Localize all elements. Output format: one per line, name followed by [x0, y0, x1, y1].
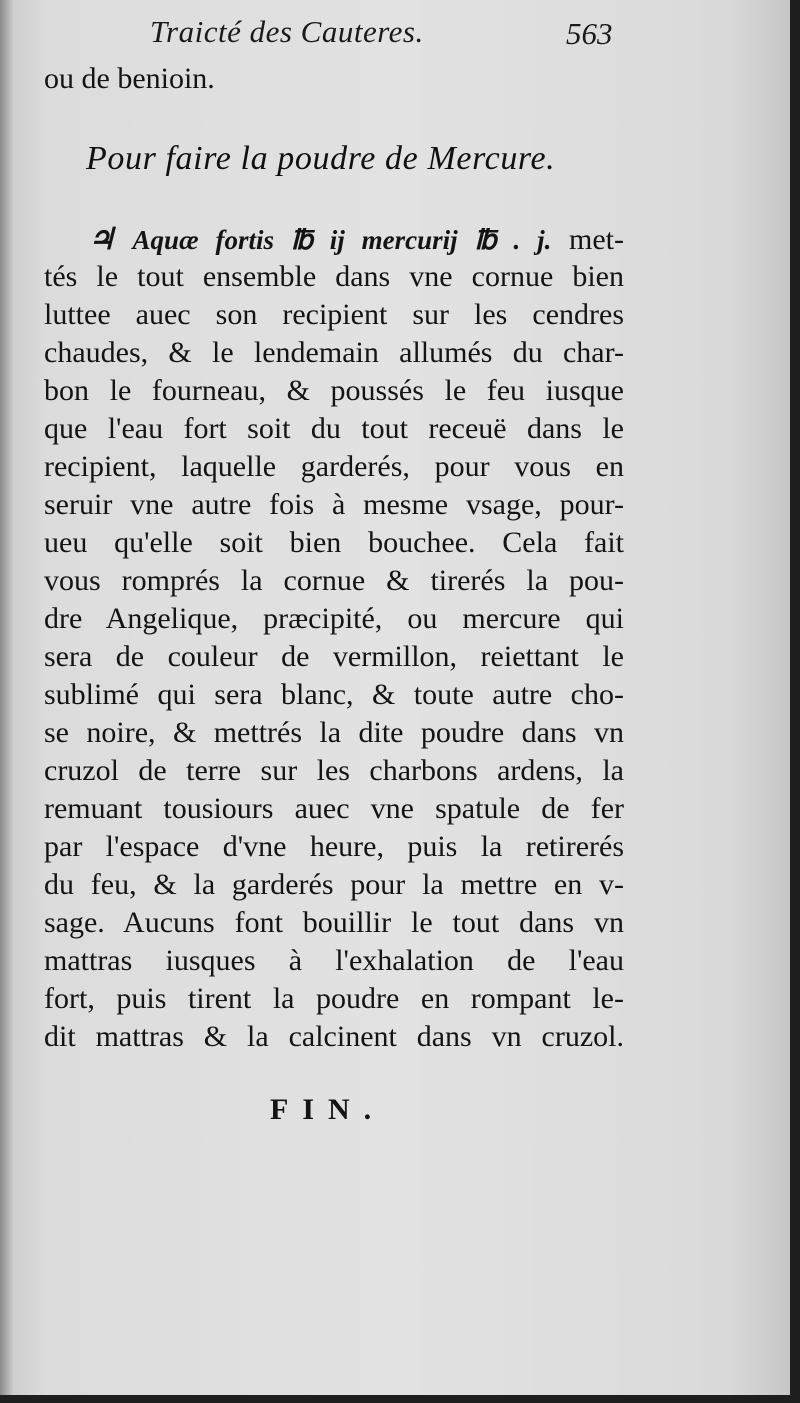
- body-line: dit mattras & la calcinent dans vn cruzol.: [44, 1020, 624, 1053]
- body-line: tés le tout ensemble dans vne cornue bien: [44, 260, 624, 293]
- body-line: mattras iusques à l'exhalation de l'eau: [44, 944, 624, 977]
- recipe-latin: Aquæ fortis ℔ ij mercurij ℔ . j.: [132, 225, 552, 255]
- body-line: par l'espace d'vne heure, puis la retirerés: [44, 830, 624, 863]
- fin-marker: FIN.: [270, 1093, 386, 1126]
- body-line: bon le fourneau, & poussés le feu iusque: [44, 374, 624, 407]
- page-number: 563: [566, 16, 613, 51]
- section-heading: Pour faire la poudre de Mercure.: [86, 140, 556, 177]
- body-line: fort, puis tirent la poudre en rompant le-: [44, 982, 624, 1015]
- body-line: sera de couleur de vermillon, reiettant le: [44, 640, 624, 673]
- body-line: seruir vne autre fois à mesme vsage, pour-: [44, 488, 624, 521]
- page-gutter-shadow: [0, 0, 14, 1395]
- body-line: sublimé qui sera blanc, & toute autre cho-: [44, 678, 624, 711]
- body-line: sage. Aucuns font bouillir le tout dans vn: [44, 906, 624, 939]
- body-line: ueu qu'elle soit bien bouchee. Cela fait: [44, 526, 624, 559]
- body-line: du feu, & la garderés pour la mettre en v-: [44, 868, 624, 901]
- body-line: que l'eau fort soit du tout receuë dans le: [44, 412, 624, 445]
- body-line: vous romprés la cornue & tirerés la pou-: [44, 564, 624, 597]
- carry-over-line: ou de benioin.: [44, 62, 215, 95]
- body-line: luttee auec son recipient sur les cendres: [44, 298, 624, 331]
- recipe-symbol: ♃: [88, 223, 115, 256]
- body-line: recipient, laquelle garderés, pour vous en: [44, 450, 624, 483]
- running-head: Traicté des Cauteres.: [150, 14, 424, 49]
- body-line: dre Angelique, præcipité, ou mercure qui: [44, 602, 624, 635]
- body-line: se noire, & mettrés la dite poudre dans vn: [44, 716, 624, 749]
- body-line: chaudes, & le lendemain allumés du char-: [44, 336, 624, 369]
- body-line: met-: [551, 223, 624, 256]
- recipe-first-line: [88, 222, 624, 257]
- body-line: cruzol de terre sur les charbons ardens, la: [44, 754, 624, 787]
- body-line: remuant tousiours auec vne spatule de fer: [44, 792, 624, 825]
